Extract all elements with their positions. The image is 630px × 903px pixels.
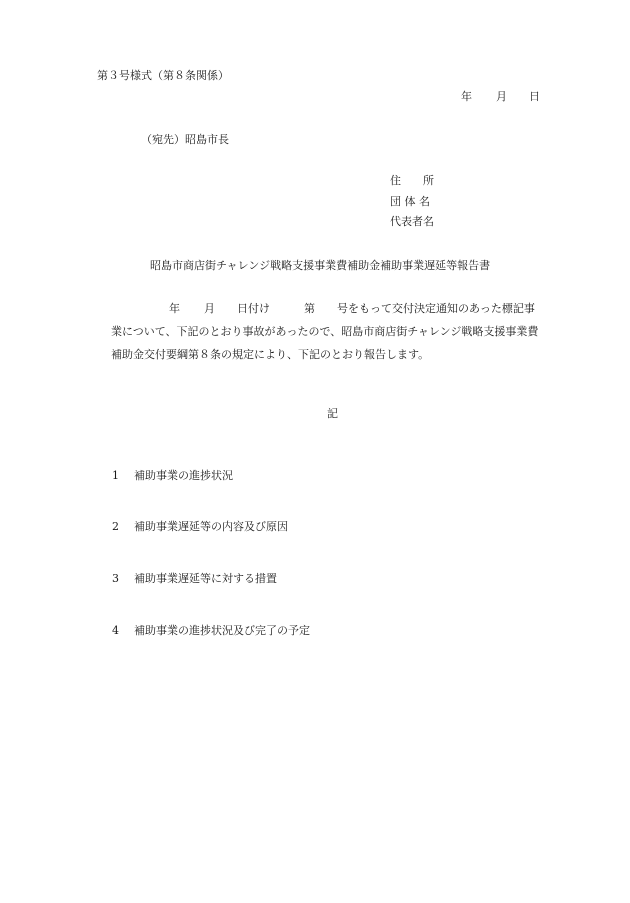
- document-title: 昭島市商店街チャレンジ戦略支援事業費補助金補助事業遅延等報告書: [150, 259, 491, 272]
- item-label: 補助事業遅延等の内容及び原因: [134, 520, 288, 533]
- date-month: 月: [496, 90, 507, 103]
- body-month: 月: [204, 302, 215, 315]
- body-line-1-rest: 号をもって交付決定通知のあった標記事: [337, 302, 535, 315]
- item-number: 2: [112, 520, 119, 533]
- date-year: 年: [461, 90, 472, 103]
- item-number: 4: [112, 624, 119, 637]
- item-label: 補助事業遅延等に対する措置: [134, 572, 277, 585]
- list-item: [112, 518, 288, 534]
- list-item: [112, 622, 310, 638]
- body-year: 年: [169, 302, 180, 315]
- form-number-label: 第３号様式（第８条関係）: [97, 69, 229, 82]
- addressee: （宛先）昭島市長: [141, 133, 229, 146]
- item-number: 1: [112, 469, 119, 482]
- item-number: 3: [112, 572, 119, 585]
- item-label: 補助事業の進捗状況及び完了の予定: [134, 624, 310, 637]
- item-label: 補助事業の進捗状況: [134, 469, 233, 482]
- body-number-prefix: 第: [304, 302, 315, 315]
- sender-group-label: 団 体 名: [390, 195, 430, 208]
- ki-heading: 記: [327, 407, 338, 420]
- body-line-1: [117, 297, 587, 320]
- list-item: [112, 467, 233, 483]
- body-line-2: 業について、下記のとおり事故があったので、昭島市商店街チャレンジ戦略支援事業費: [111, 325, 539, 338]
- body-day: 日付け: [237, 302, 270, 315]
- sender-address-label: 住 所: [390, 174, 434, 187]
- sender-representative-label: 代表者名: [390, 215, 434, 228]
- list-item: [112, 570, 277, 586]
- date-day: 日: [529, 90, 540, 103]
- date-line: [461, 88, 540, 104]
- body-paragraph: [111, 297, 587, 366]
- body-line-3: 補助金交付要綱第８条の規定により、下記のとおり報告します。: [111, 348, 430, 361]
